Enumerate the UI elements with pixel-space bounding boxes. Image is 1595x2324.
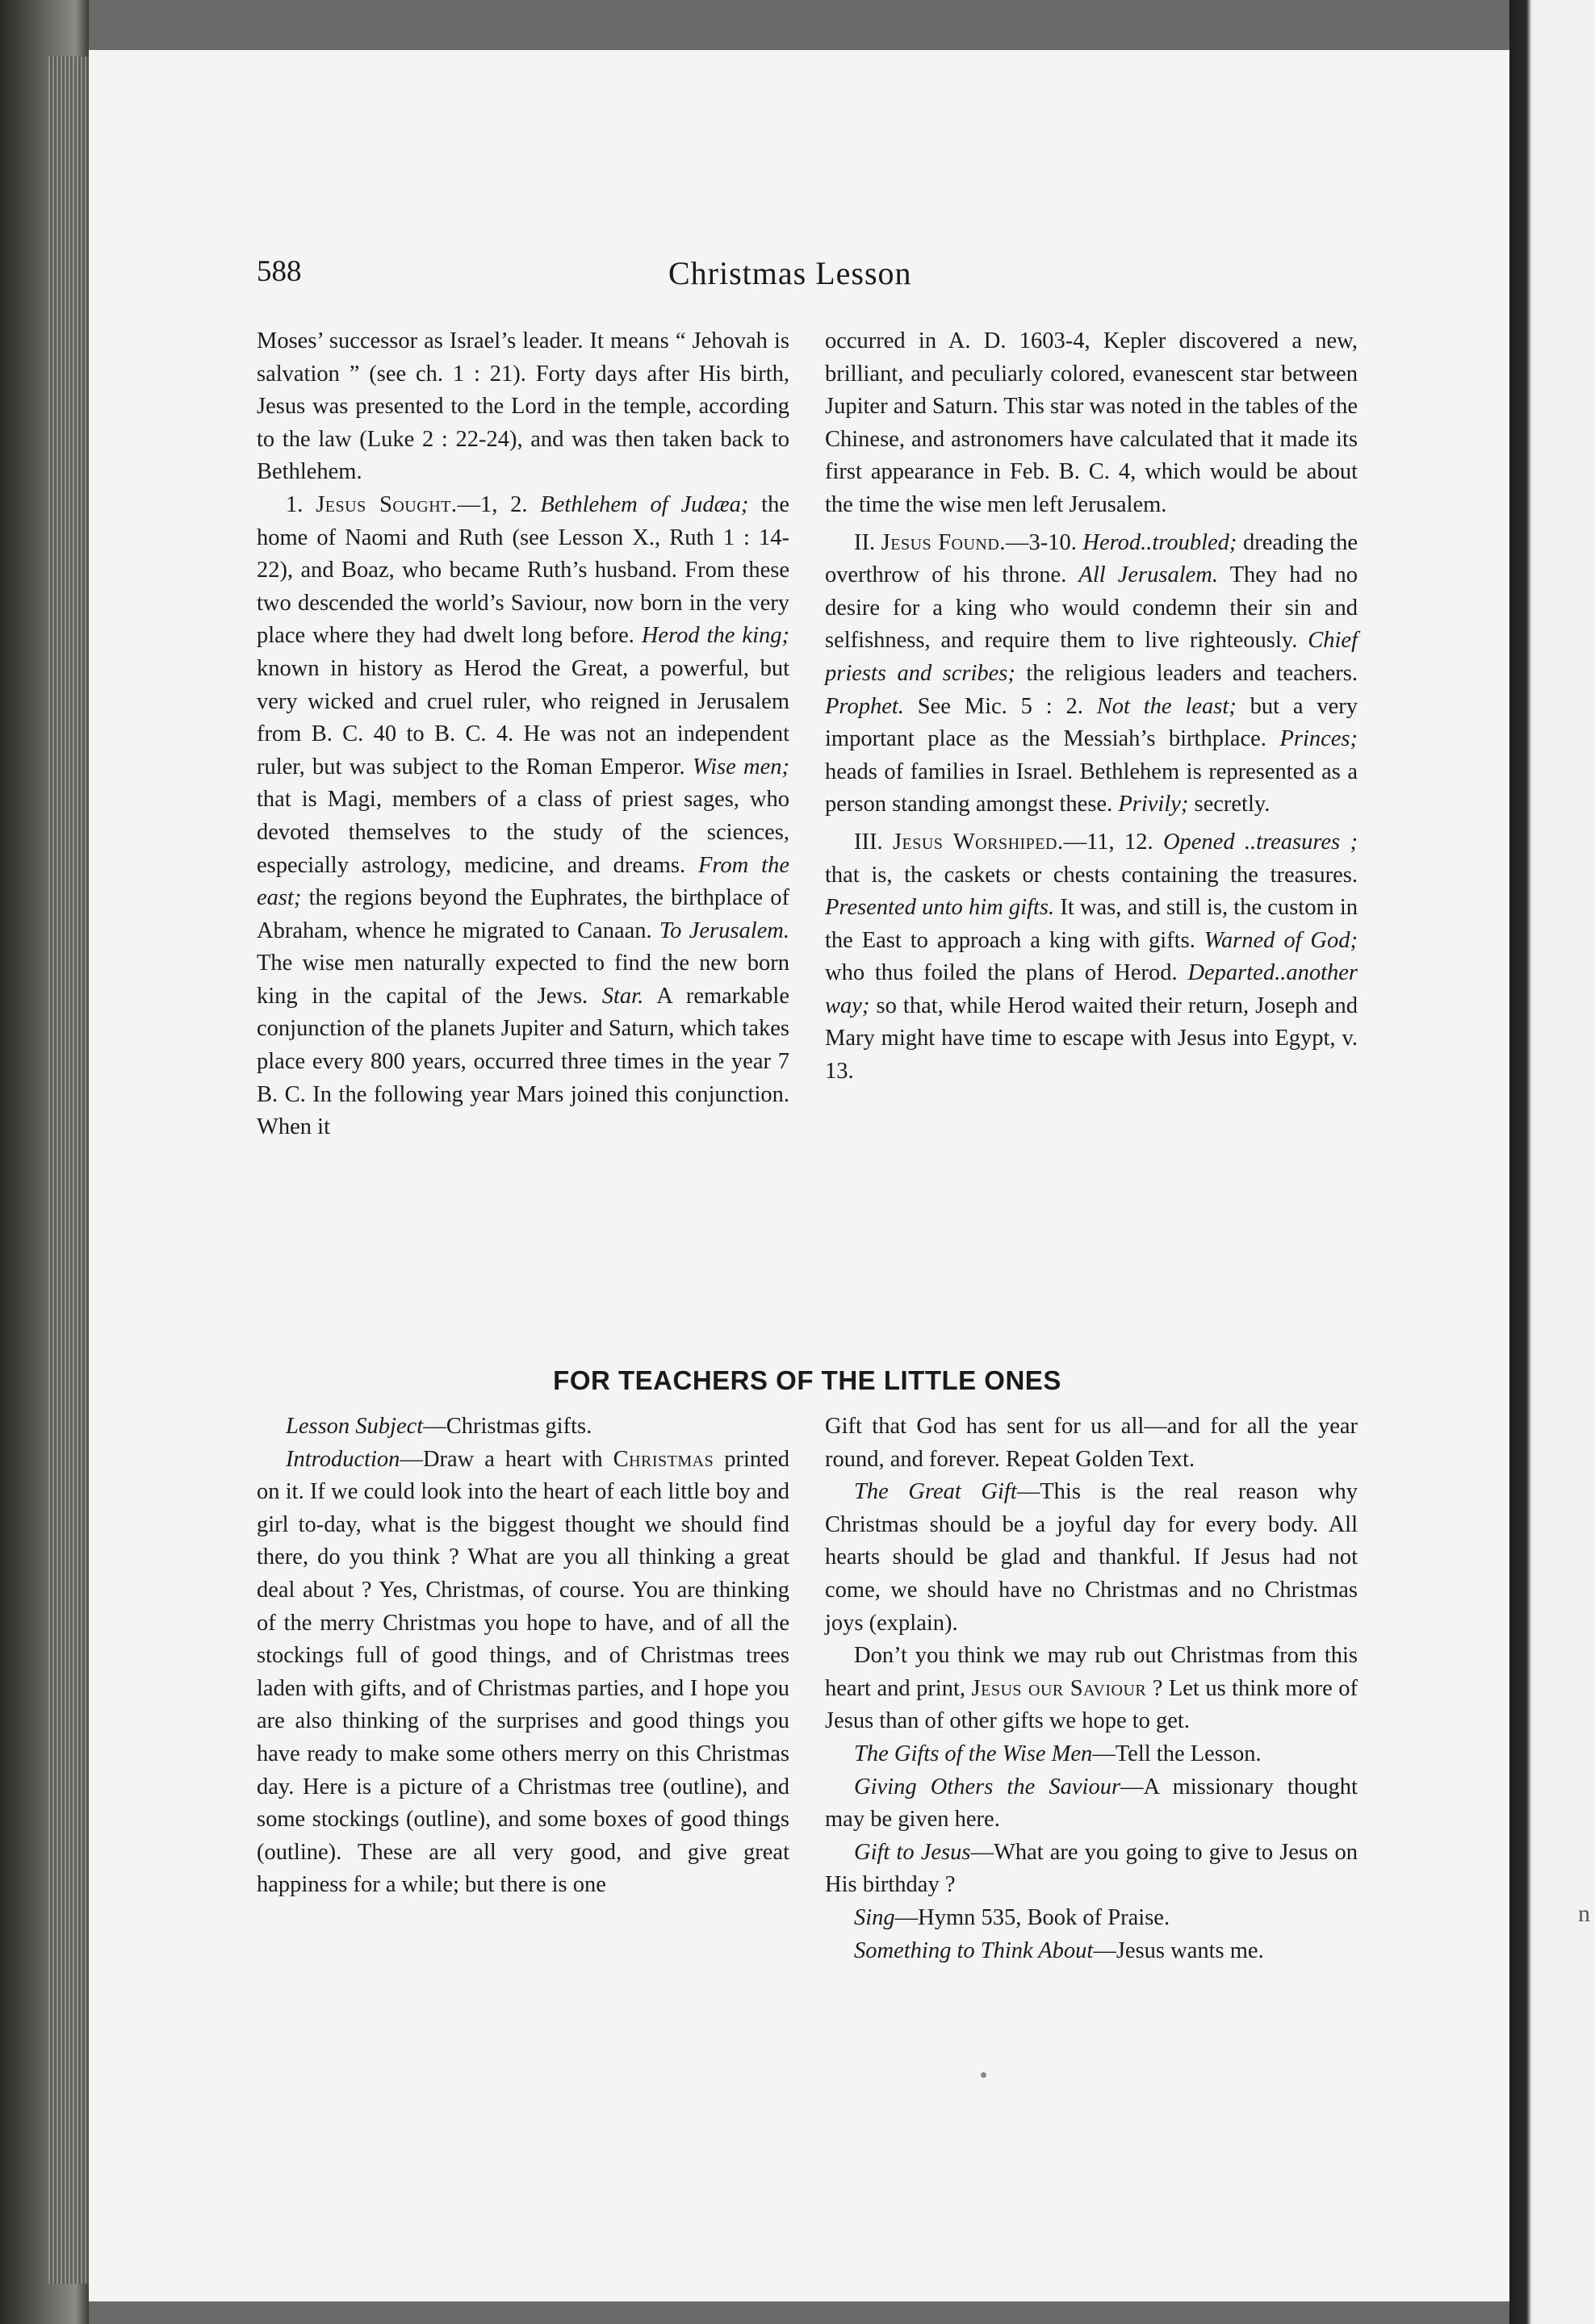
section-heading: Jesus Worshiped. — [892, 829, 1064, 855]
sing — [825, 1902, 1358, 1935]
gifts-wise-men — [825, 1738, 1358, 1771]
term: Wise men; — [692, 754, 789, 780]
verse-ref: —11, 12. — [1063, 829, 1163, 855]
term: Warned of God; — [1204, 927, 1358, 953]
term: Privily; — [1118, 792, 1189, 817]
teachers-left-column — [257, 1411, 789, 1902]
definition: It was, and still is, the custom in the East to approach a king with gifts. — [825, 895, 1358, 953]
lesson-subject — [257, 1411, 789, 1444]
small-caps: Christmas — [613, 1446, 714, 1472]
term: Bethlehem of Judæa; — [540, 491, 749, 517]
something-to-think — [825, 1935, 1358, 1968]
text: —Christmas gifts. — [423, 1414, 592, 1439]
term: Presented unto him gifts. — [825, 895, 1055, 921]
section-number: 1. — [286, 491, 316, 517]
term: Not the least; — [1096, 693, 1237, 719]
text: —Jesus wants me. — [1093, 1937, 1264, 1963]
section-number: II. — [854, 529, 881, 555]
facing-page-mark: n — [1578, 1900, 1590, 1927]
section-jesus-sought — [257, 489, 789, 1144]
term: Opened ..treasures ; — [1162, 829, 1358, 855]
definition: so that, while Herod waited their return, Joseph and Mary might have time to escape with Jesus into Egypt, v. 13. — [825, 993, 1358, 1085]
paragraph: Moses’ successor as Israel’s leader. It means “ Jehovah is salvation ” (see ch. 1 : 21). Forty days after His birth, Jesus was presented to the Lord in the temple, according to the law (Luke 2 : 22-24), and was then taken back to Bethlehem. — [257, 328, 789, 485]
giving-others — [825, 1771, 1358, 1837]
section-heading: Jesus Found. — [881, 529, 1006, 555]
definition: See Mic. 5 : 2. — [903, 693, 1097, 719]
text: —This is the real reason why Christmas should be a joyful day for every body. All hearts should be glad and thankful. If Jesus had not come, we should have no Christmas and no Christmas joys (explain). — [825, 1479, 1358, 1636]
text: —What are you going to give to Jesus on His birthday ? — [825, 1839, 1358, 1898]
page-header — [257, 254, 1379, 295]
term: Herod..troubled; — [1082, 529, 1237, 555]
section-number: III. — [854, 829, 893, 855]
rub-out — [825, 1640, 1358, 1738]
term: Chief priests and scribes; — [825, 628, 1358, 686]
definition: dreading the overthrow of his throne. — [825, 529, 1358, 588]
term: From the east; — [257, 852, 789, 911]
term: Princes; — [1279, 726, 1358, 752]
term: Prophet. — [825, 693, 904, 719]
label: Sing — [854, 1904, 895, 1930]
label: Something to Think About — [854, 1937, 1094, 1963]
small-caps: Jesus our Saviour — [971, 1675, 1147, 1701]
text: ? Let us think more of Jesus than of other gifts we hope to get. — [825, 1675, 1358, 1734]
paragraph: occurred in A. D. 1603-4, Kepler discovered a new, brilliant, and peculiarly colored, evanescent star between Jupiter and Saturn. This star was noted in the tables of the Chinese, and astronomers have calculated that it made its first appearance in Feb. B. C. 4, which would be about the time the wise men left Jerusalem. — [825, 328, 1358, 517]
great-gift — [825, 1476, 1358, 1640]
definition: the regions beyond the Euphrates, the birthplace of Abraham, whence he migrated to Canaan. — [257, 885, 789, 943]
page-edges — [48, 56, 89, 2284]
definition: known in history as Herod the Great, a powerful, but very wicked and cruel ruler, who reigned in Jerusalem from B. C. 40 to B. C. 4. He was not an independent ruler, but was subject to the Roman Emperor. — [257, 655, 789, 780]
definition: the home of Naomi and Ruth (see Lesson X., Ruth 1 : 14-22), and Boaz, who became Ruth’s husband. From these two descended the world’s Saviour, now born in the very place where they had dwelt long before. — [257, 491, 789, 649]
term: All Jerusalem. — [1078, 562, 1219, 588]
definition: secretly. — [1188, 792, 1271, 817]
label: The Great Gift — [854, 1479, 1017, 1505]
paragraph: Gift that God has sent for us all—and for all the year round, and forever. Repeat Golden Text. — [825, 1414, 1358, 1472]
term: To Jerusalem. — [659, 917, 789, 943]
label: Gift to Jesus — [854, 1839, 971, 1865]
definition: but a very important place as the Messiah’s birthplace. — [825, 693, 1358, 752]
section-heading: Jesus Sought. — [316, 491, 458, 517]
section-jesus-found — [825, 527, 1358, 821]
text: printed on it. If we could look into the heart of each little boy and girl to-day, what is the biggest thought we should find there, do you think ? What are you all thinking a great deal about ? Yes, Christmas, of course. You are thinking of the merry Christmas you hope to have, and of all the stockings full of good things, and of Christmas trees laden with gifts, and of Christmas parties, and I hope you are also thinking of the surprises and good things you have ready to make some others merry on this Christmas day. Here is a picture of a Christmas tree (outline), and some stockings (outline), and some boxes of good things (outline). These are all very good, and give great happiness for a while; but there is one — [257, 1446, 789, 1898]
term: Star. — [601, 983, 644, 1009]
verse-ref: —1, 2. — [457, 491, 541, 517]
definition: The wise men naturally expected to find the new born king in the capital of the Jews. — [257, 951, 789, 1009]
text: —Tell the Lesson. — [1092, 1741, 1262, 1766]
ink-speck — [981, 2072, 986, 2078]
teachers-heading: FOR TEACHERS OF THE LITTLE ONES — [553, 1365, 1061, 1395]
right-column — [825, 325, 1358, 1089]
page-number: 588 — [257, 255, 302, 288]
definition: that is Magi, members of a class of priest sages, who devoted themselves to the study of the sciences, especially astrology, medicine, and dreams. — [257, 787, 789, 878]
definition: the religious leaders and teachers. — [1015, 660, 1358, 686]
gift-to-jesus — [825, 1837, 1358, 1902]
definition: They had no desire for a king who would condemn their sin and selfishness, and require them to live righteously. — [825, 562, 1358, 654]
text: —A missionary thought may be given here. — [825, 1774, 1358, 1833]
label: Introduction — [286, 1446, 400, 1472]
teachers-right-column — [825, 1411, 1358, 1967]
facing-page-edge — [1509, 0, 1595, 2324]
text: —Draw a heart with — [400, 1446, 613, 1472]
definition: that is, the caskets or chests containing the treasures. — [825, 862, 1358, 888]
text: —Hymn 535, Book of Praise. — [894, 1904, 1170, 1930]
label: The Gifts of the Wise Men — [854, 1741, 1093, 1766]
page-title: Christmas Lesson — [668, 255, 912, 291]
term: Departed..another way; — [825, 960, 1358, 1018]
label: Giving Others the Saviour — [854, 1774, 1121, 1799]
definition: A remarkable conjunction of the planets Jupiter and Saturn, which takes place every 800 years, occurred three times in the year 7 B. C. In the following year Mars joined this conjunction. When it — [257, 983, 789, 1140]
text: Don’t you think we may rub out Christmas from this heart and print, — [825, 1643, 1358, 1701]
section-jesus-worshiped — [825, 826, 1358, 1089]
definition: who thus foiled the plans of Herod. — [825, 960, 1188, 986]
definition: heads of families in Israel. Bethlehem is represented as a person standing amongst these. — [825, 759, 1358, 817]
left-column — [257, 325, 789, 1144]
verse-ref: —3-10. — [1005, 529, 1083, 555]
term: Herod the king; — [641, 623, 789, 649]
label: Lesson Subject — [286, 1414, 424, 1439]
introduction — [257, 1444, 789, 1902]
